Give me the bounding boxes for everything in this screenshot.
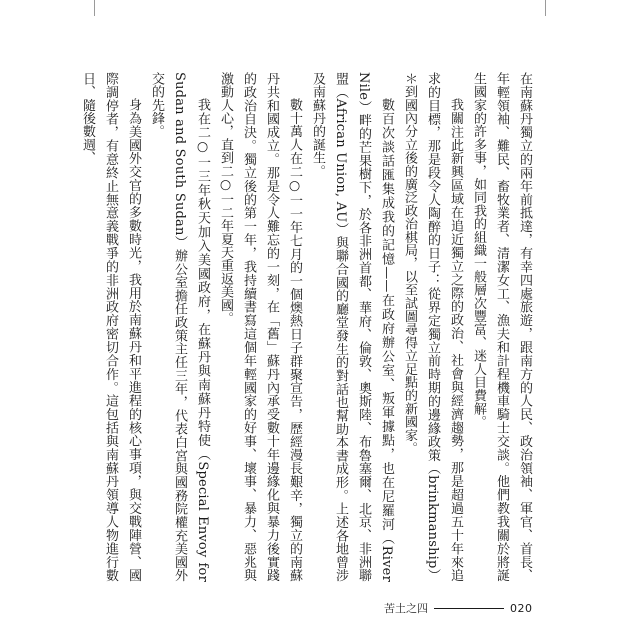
crop-mark-left	[94, 0, 95, 16]
paragraph: 身為美國外交官的多數時光，我用於南蘇丹和平進程的核心事項，與交戰陣營、國際調停者，有意終止無意義戰爭的非洲政府密切合作。這包括與南蘇丹領導人物進行數日、隨後數週、	[80, 72, 141, 582]
paragraph: 我關注此新興區域在追近獨立之際的政治、社會與經濟趨勢，那是超過五十年來追求的目標，那是段令人陶醉的日子：從界定獨立前時期的邊緣政策（brinkmanship）＊到國內分立後的廣泛政治棋局，以至試圖尋得立足點的新國家。	[402, 72, 463, 582]
page-footer	[384, 600, 533, 616]
paragraph: 我在二○一三年秋天加入美國政府，在蘇丹與南蘇丹特使（Special Envoy for Sudan and South Sudan）辦公室擔任政策主任三年，代表白宮與國務院權充美國外交的先鋒。	[149, 72, 210, 582]
footer-rule	[434, 608, 504, 609]
paragraph: 數十萬人在二○一一年七月的一個燠熱日子群聚宣告，歷經漫長艱辛，獨立的南蘇丹共和國成立。那是令人難忘的一刻，在「舊」蘇丹內承受數十年邊緣化與暴力後實踐的政治自決。獨立後的第一年，我持續書寫這個年輕國家的好事、壞事、暴力、惡兆與激動人心，直到二○一二年夏天重返美國。	[218, 72, 302, 582]
body-text	[80, 72, 536, 582]
running-title: 苦土之四	[384, 602, 428, 615]
paragraph: 數百次談話匯集成我的記憶——在政府辦公室、叛軍據點，也在尼羅河（River Nile）畔的芒果樹下，於各非洲首都、華府、倫敦、奧斯陸、布魯塞爾、北京、非洲聯盟（African Union, AU）與聯合國的廳堂發生的對話也幫助本書成形。上述各地曾涉及南蘇丹的誕生。	[310, 72, 394, 582]
crop-mark-right	[545, 0, 546, 16]
page-number: 020	[510, 601, 533, 615]
paragraph: 在南蘇丹獨立的兩年前抵達，有幸四處旅遊，跟南方的人民、政治領袖、軍官、首長、年輕領袖、難民、畜牧業者、清潔女工、漁夫和計程機車騎士交談。他們教我關於將誕生國家的許多事，如同我的組織一般層次豐富、迷人目費解。	[471, 72, 532, 582]
